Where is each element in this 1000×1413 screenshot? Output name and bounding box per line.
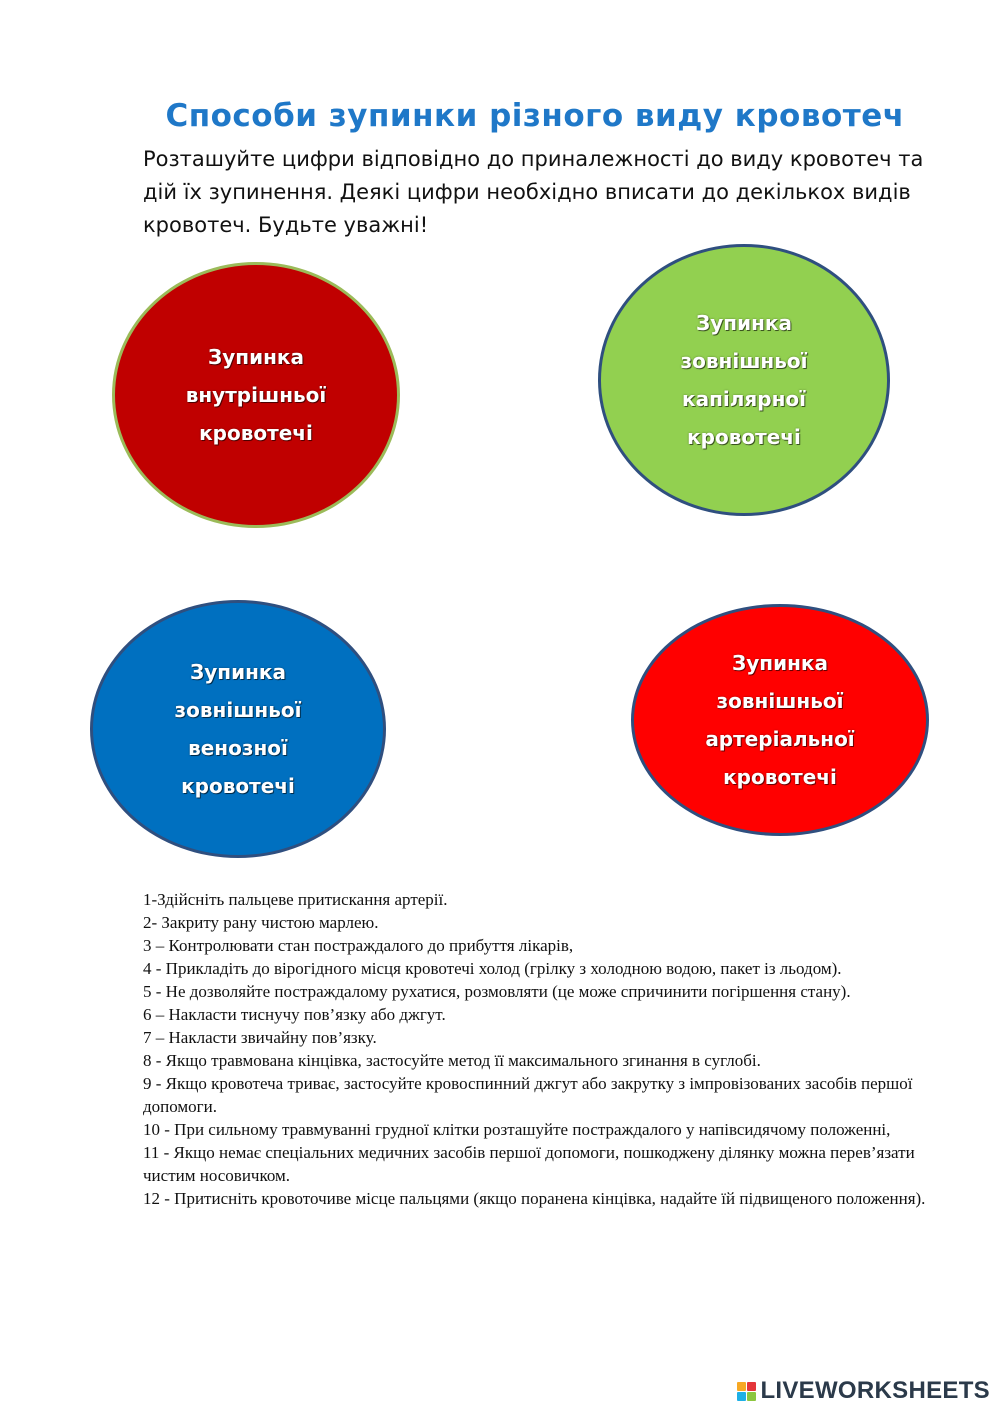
circle-label: Зупинка зовнішньої капілярної кровотечі: [680, 311, 808, 449]
internal-bleeding-circle[interactable]: [112, 262, 400, 528]
circle-label: Зупинка внутрішньої кровотечі: [185, 345, 327, 445]
logo-square: [737, 1392, 746, 1401]
list-item: 3 – Контролювати стан постраждалого до прибуття лікарів,: [143, 936, 574, 955]
liveworksheets-logo-icon: [737, 1382, 756, 1401]
list-item: 7 – Накласти звичайну пов’язку.: [143, 1028, 377, 1047]
page-title: Способи зупинки різного виду кровотеч: [165, 98, 905, 134]
list-item: 9 - Якщо кровотеча триває, застосуйте кровоспинний джгут або закрутку з імпровізованих засобів першої допомоги.: [143, 1074, 913, 1116]
logo-square: [747, 1382, 756, 1391]
circle-label: Зупинка зовнішньої артеріальної кровотечі: [705, 651, 855, 789]
capillary-bleeding-circle[interactable]: [598, 244, 890, 516]
arterial-bleeding-circle[interactable]: [631, 604, 929, 836]
list-item: 5 - Не дозволяйте постраждалому рухатися, розмовляти (це може спричинити погіршення стану).: [143, 982, 851, 1001]
venous-bleeding-circle[interactable]: [90, 600, 386, 858]
logo-square: [737, 1382, 746, 1391]
logo-square: [747, 1392, 756, 1401]
steps-list: [143, 888, 933, 1210]
task-instructions: Розташуйте цифри відповідно до приналежності до виду кровотеч та дій їх зупинення. Деякі цифри необхідно вписати до декількох видів кровотеч. Будьте уважні!: [143, 147, 924, 237]
circle-label: Зупинка зовнішньої венозної кровотечі: [174, 660, 302, 798]
list-item: 1-Здійсніть пальцеве притискання артерії.: [143, 890, 448, 909]
brand-name: LIVEWORKSHEETS: [760, 1377, 990, 1404]
liveworksheets-brand[interactable]: [737, 1377, 990, 1405]
list-item: 4 - Прикладіть до вірогідного місця кровотечі холод (грілку з холодною водою, пакет із льодом).: [143, 959, 842, 978]
list-item: 11 - Якщо немає спеціальних медичних засобів першої допомоги, пошкоджену ділянку можна перев’язати чистим носовичком.: [143, 1143, 915, 1185]
list-item: 2- Закриту рану чистою марлею.: [143, 913, 379, 932]
list-item: 12 - Притисніть кровоточиве місце пальцями (якщо поранена кінцівка, надайте їй підвищеного положення).: [143, 1189, 926, 1208]
list-item: 8 - Якщо травмована кінцівка, застосуйте метод її максимального згинання в суглобі.: [143, 1051, 761, 1070]
list-item: 6 – Накласти тиснучу пов’язку або джгут.: [143, 1005, 446, 1024]
list-item: 10 - При сильному травмуванні грудної клітки розташуйте постраждалого у напівсидячому положенні,: [143, 1120, 891, 1139]
